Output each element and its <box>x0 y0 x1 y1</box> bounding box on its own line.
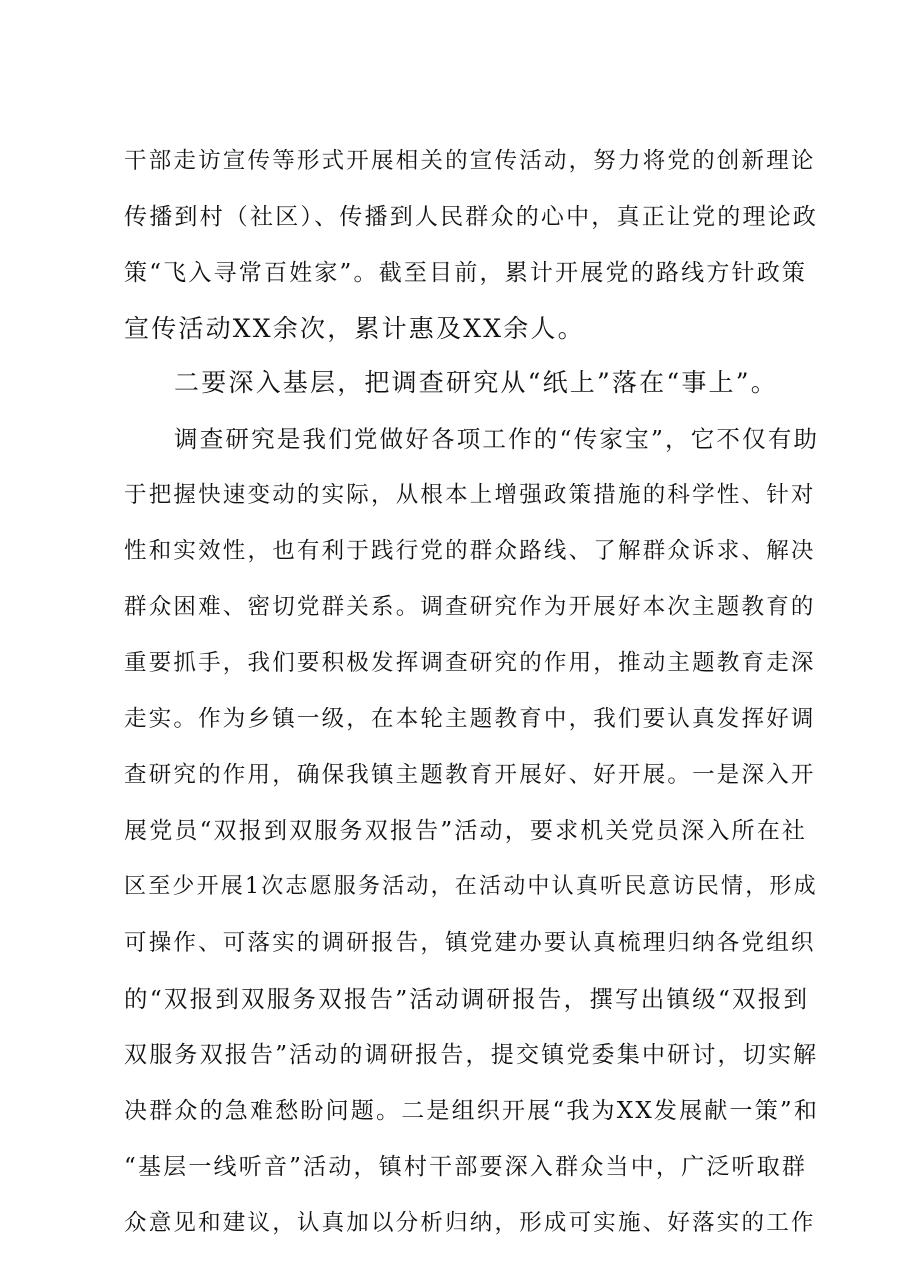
body-text-line: 展党员“双报到双服务双报告”活动，要求机关党员深入所在社 <box>124 818 808 844</box>
body-text-line: 决群众的急难愁盼问题。二是组织开展“我为XX发展献一策”和 <box>124 1098 820 1124</box>
body-text-line: “基层一线听音”活动，镇村干部要深入群众当中，广泛听取群 <box>124 1154 808 1180</box>
body-text-line: 走实。作为乡镇一级，在本轮主题教育中，我们要认真发挥好调 <box>124 706 816 732</box>
body-text-line: 策“飞入寻常百姓家”。截至目前，累计开展党的路线方针政策 <box>124 260 808 286</box>
body-text-line: 群众困难、密切党群关系。调查研究作为开展好本次主题教育的 <box>124 594 816 620</box>
body-text-line: 于把握快速变动的实际，从根本上增强政策措施的科学性、针对 <box>124 482 816 508</box>
body-text-line: 性和实效性，也有利于践行党的群众路线、了解群众诉求、解决 <box>124 538 816 564</box>
body-text-line: 的“双报到双服务双报告”活动调研报告，撰写出镇级“双报到 <box>124 985 810 1013</box>
body-text-line: 宣传活动XX余次，累计惠及XX余人。 <box>124 314 585 343</box>
body-text-line: 众意见和建议，认真加以分析归纳，形成可实施、好落实的工作 <box>124 1210 816 1236</box>
body-text-line: 查研究的作用，确保我镇主题教育开展好、好开展。一是深入开 <box>124 762 816 788</box>
paragraph-first-line: 调查研究是我们党做好各项工作的“传家宝”，它不仅有助 <box>174 425 820 453</box>
body-text-line: 双服务双报告”活动的调研报告，提交镇党委集中研讨，切实解 <box>124 1042 819 1068</box>
body-text-line: 重要抓手，我们要积极发挥调查研究的作用，推动主题教育走深 <box>124 650 816 676</box>
body-text-line: 可操作、可落实的调研报告，镇党建办要认真梳理归纳各党组织 <box>124 930 816 956</box>
section-heading: 二要深入基层，把调查研究从“纸上”落在“事上”。 <box>174 368 778 397</box>
body-text-line: 区至少开展1次志愿服务活动，在活动中认真听民意访民情，形成 <box>124 874 818 899</box>
body-text-line: 传播到村（社区）、传播到人民群众的心中，真正让党的理论政 <box>124 204 819 230</box>
body-text-line: 干部走访宣传等形式开展相关的宣传活动，努力将党的创新理论 <box>124 148 816 174</box>
